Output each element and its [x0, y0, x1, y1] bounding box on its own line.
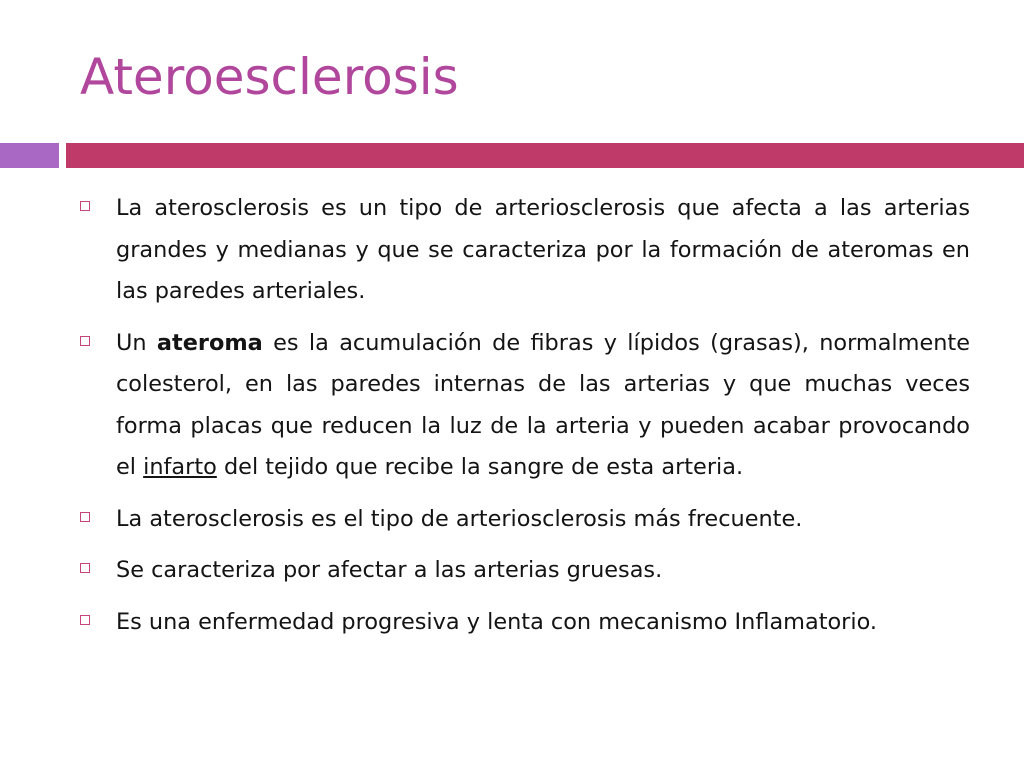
bullet-text-lead: Un: [116, 329, 157, 356]
bullet-item-5: [80, 602, 970, 644]
bold-term: ateroma: [156, 329, 263, 356]
bullet-text: [116, 323, 970, 489]
square-bullet-icon: [80, 336, 90, 346]
square-bullet-icon: [80, 512, 90, 522]
accent-bar-right: [66, 143, 1024, 168]
bullet-text-middle: es la acumulación de fibras y lípidos (grasas), normalmente colesterol, en las paredes internas de las arterias y que muchas veces forma placas que reducen la luz de la arteria y pueden acabar provocando el: [116, 329, 970, 480]
bullet-text: Se caracteriza por afectar a las arterias gruesas.: [116, 557, 663, 583]
square-bullet-icon: [80, 615, 90, 625]
bullet-item-4: [80, 550, 970, 592]
bullet-text: La aterosclerosis es un tipo de arteriosclerosis que afecta a las arterias grandes y medianas y que se caracteriza por la formación de ateromas en las paredes arteriales.: [116, 195, 970, 304]
accent-bar-left: [0, 143, 59, 168]
bullet-item-1: [80, 188, 970, 313]
slide-title: Ateroesclerosis: [80, 48, 459, 106]
infarto-link[interactable]: infarto: [143, 454, 217, 480]
bullet-text-tail: del tejido que recibe la sangre de esta arteria.: [223, 454, 744, 480]
square-bullet-icon: [80, 563, 90, 573]
bullet-text: La aterosclerosis es el tipo de arteriosclerosis más frecuente.: [116, 505, 803, 532]
bullet-item-3: [80, 499, 970, 541]
bullet-item-2: [80, 323, 970, 489]
square-bullet-icon: [80, 201, 90, 211]
bullet-list: [80, 188, 970, 653]
bullet-text: Es una enfermedad progresiva y lenta con mecanismo Inflamatorio.: [116, 608, 878, 635]
